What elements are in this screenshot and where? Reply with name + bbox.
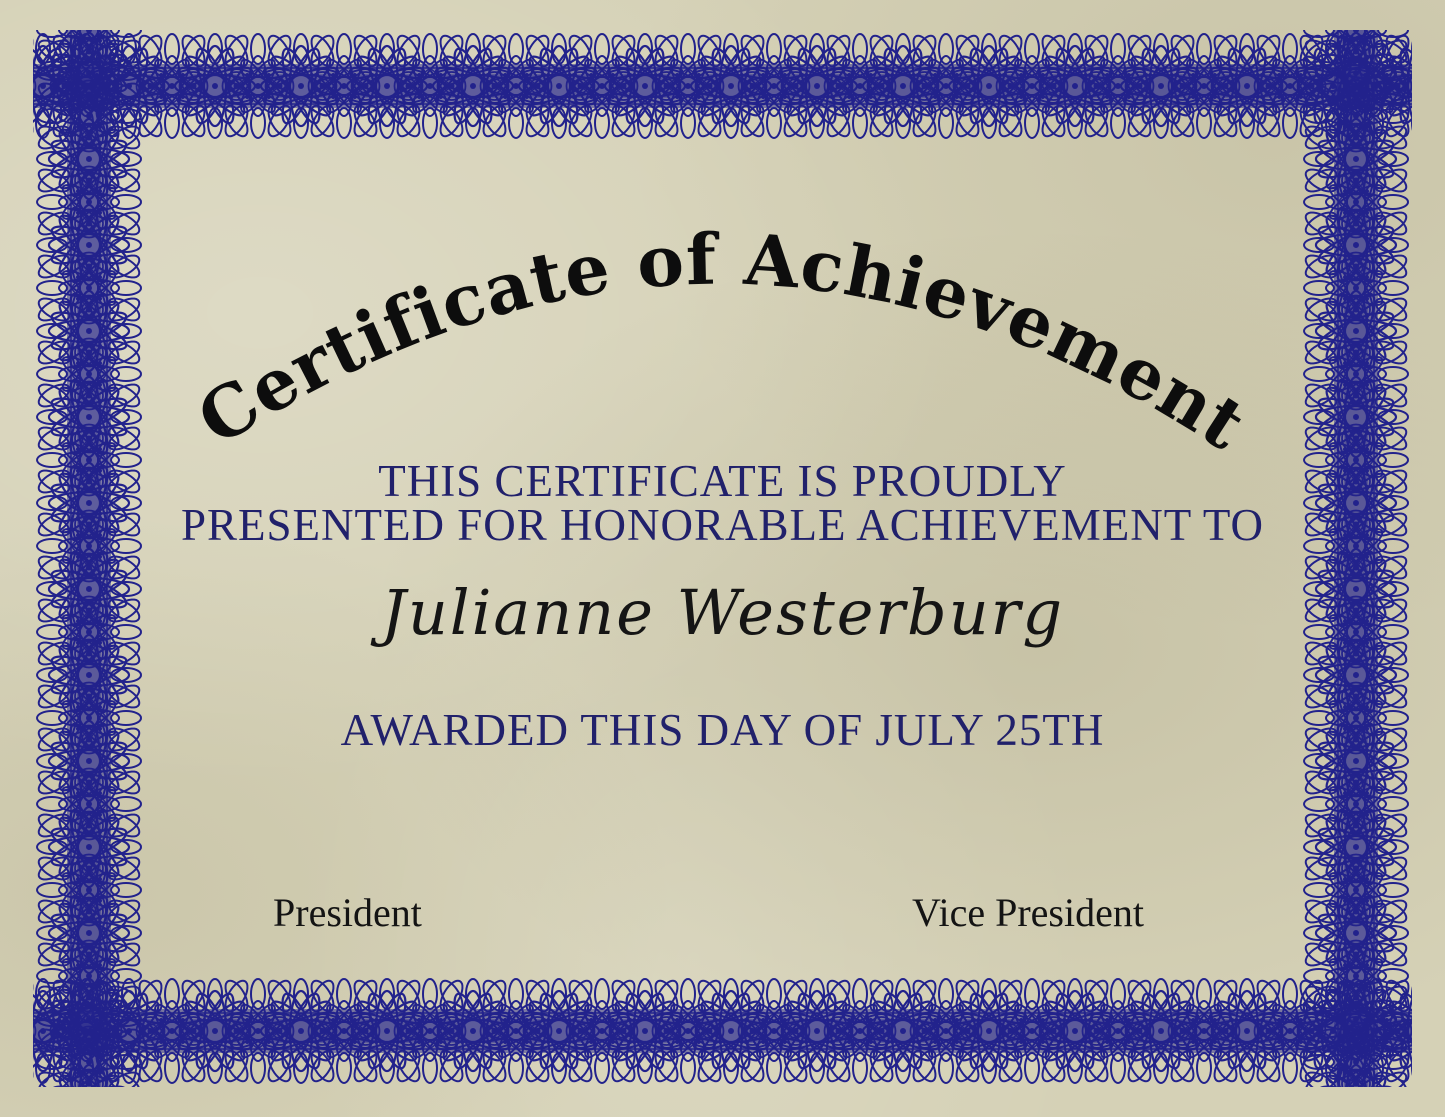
recipient-name: Julianne Westerburg <box>380 576 1065 649</box>
certificate-title <box>183 218 1260 467</box>
presented-line-1: THIS CERTIFICATE IS PROUDLY <box>378 456 1067 506</box>
certificate-title-text: Certificate of Achievement <box>183 217 1261 467</box>
signature-label-vice-president: Vice President <box>912 890 1144 935</box>
presented-line-2: PRESENTED FOR HONORABLE ACHIEVEMENT TO <box>180 500 1265 550</box>
border-bottom-band <box>33 975 1412 1087</box>
signature-label-president: President <box>273 890 422 935</box>
ornate-border <box>33 30 1412 1087</box>
award-date-line: AWARDED THIS DAY OF JULY 25TH <box>340 705 1105 755</box>
border-top-band <box>33 30 1412 142</box>
border-left-band <box>33 30 145 1087</box>
border-right-band <box>1300 30 1412 1087</box>
